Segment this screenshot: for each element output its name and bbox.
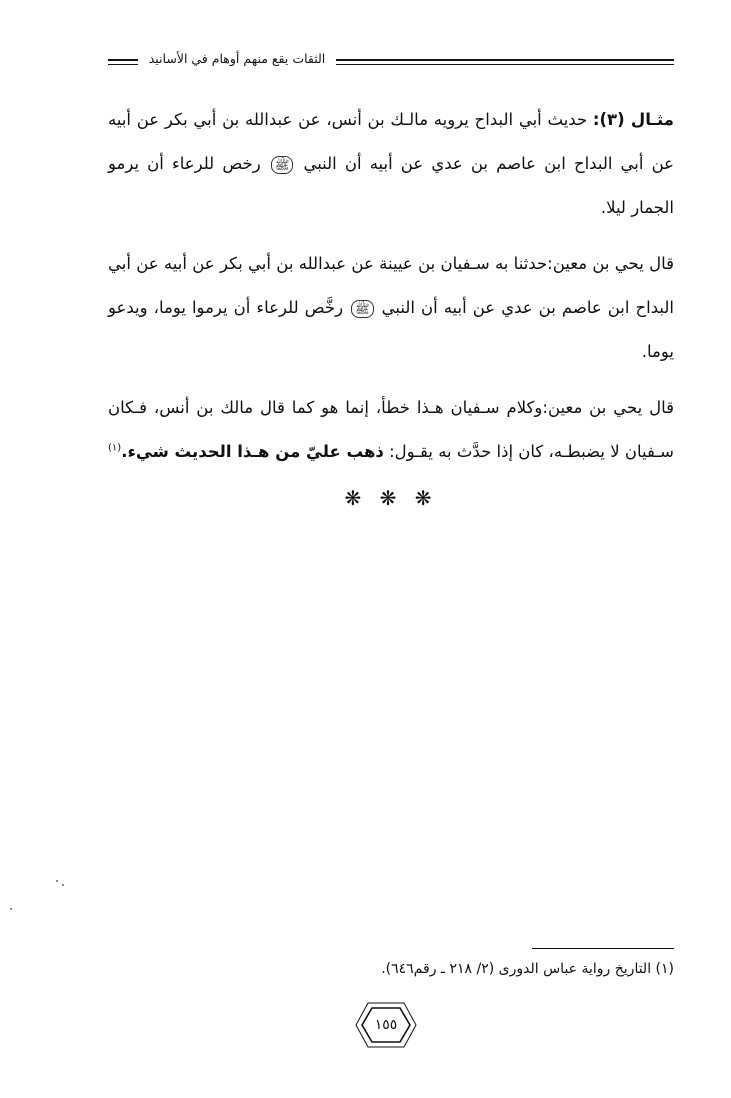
running-header [108, 44, 674, 74]
salawat-symbol: ﷺ [271, 156, 294, 174]
page-number: ١٥٥ [374, 1017, 398, 1033]
paragraph-text: قال يحي بن معين:وكلام سـفيان هـذا خطأ، إنما هو كما قال مالك بن أنس، فـكان سـفيان لا يضبطـه، كان إذا حدَّث به يقـول: [108, 398, 674, 461]
footnote: (١) التاريخ رواية عباس الدورى (٢/ ٢١٨ ـ رقم٦٤٦). [381, 961, 674, 977]
example-label: مثـال (٣): [592, 110, 674, 129]
footnote-reference[interactable]: (١) [108, 442, 122, 454]
header-rule-right [336, 59, 674, 61]
quoted-statement: ذهب عليّ من هـذا الحديث شيء. [121, 442, 384, 461]
paragraph-example-3 [108, 98, 674, 230]
paragraph-text: قال يحي بن معين:حدثنا به سـفيان بن عيينة عن عبدالله بن أبي بكر عن أبيه عن أبي البداح ابن عاصم بن عدي عن أبيه أن النبي [108, 254, 674, 317]
main-text [108, 98, 674, 486]
paragraph-text: حديث أبي البداح يرويه مالـك بن أنس، عن عبدالله بن أبي بكر عن أبيه عن أبي البداح ابن عاصم بن عدي عن أبيه أن النبي [108, 110, 674, 173]
section-separator: ❋ ❋ ❋ [344, 486, 438, 510]
scan-speck [10, 908, 12, 910]
footnote-rule [532, 948, 674, 949]
paragraph-text: رخَّص للرعاء أن يرموا يوما، ويدعو يوما. [108, 298, 674, 361]
scan-speck [62, 884, 64, 886]
header-title: الثقات يقع منهم أوهام في الأسانيد [148, 51, 326, 66]
header-rule-left [108, 59, 138, 61]
page-number-ornament [354, 1000, 418, 1050]
scan-speck [56, 880, 58, 882]
salawat-symbol: ﷺ [351, 300, 374, 318]
paragraph-text: رخص للرعاء أن يرمو الجمار ليلا. [108, 154, 674, 217]
paragraph-ibn-main-1 [108, 242, 674, 374]
paragraph-ibn-main-2 [108, 386, 674, 474]
